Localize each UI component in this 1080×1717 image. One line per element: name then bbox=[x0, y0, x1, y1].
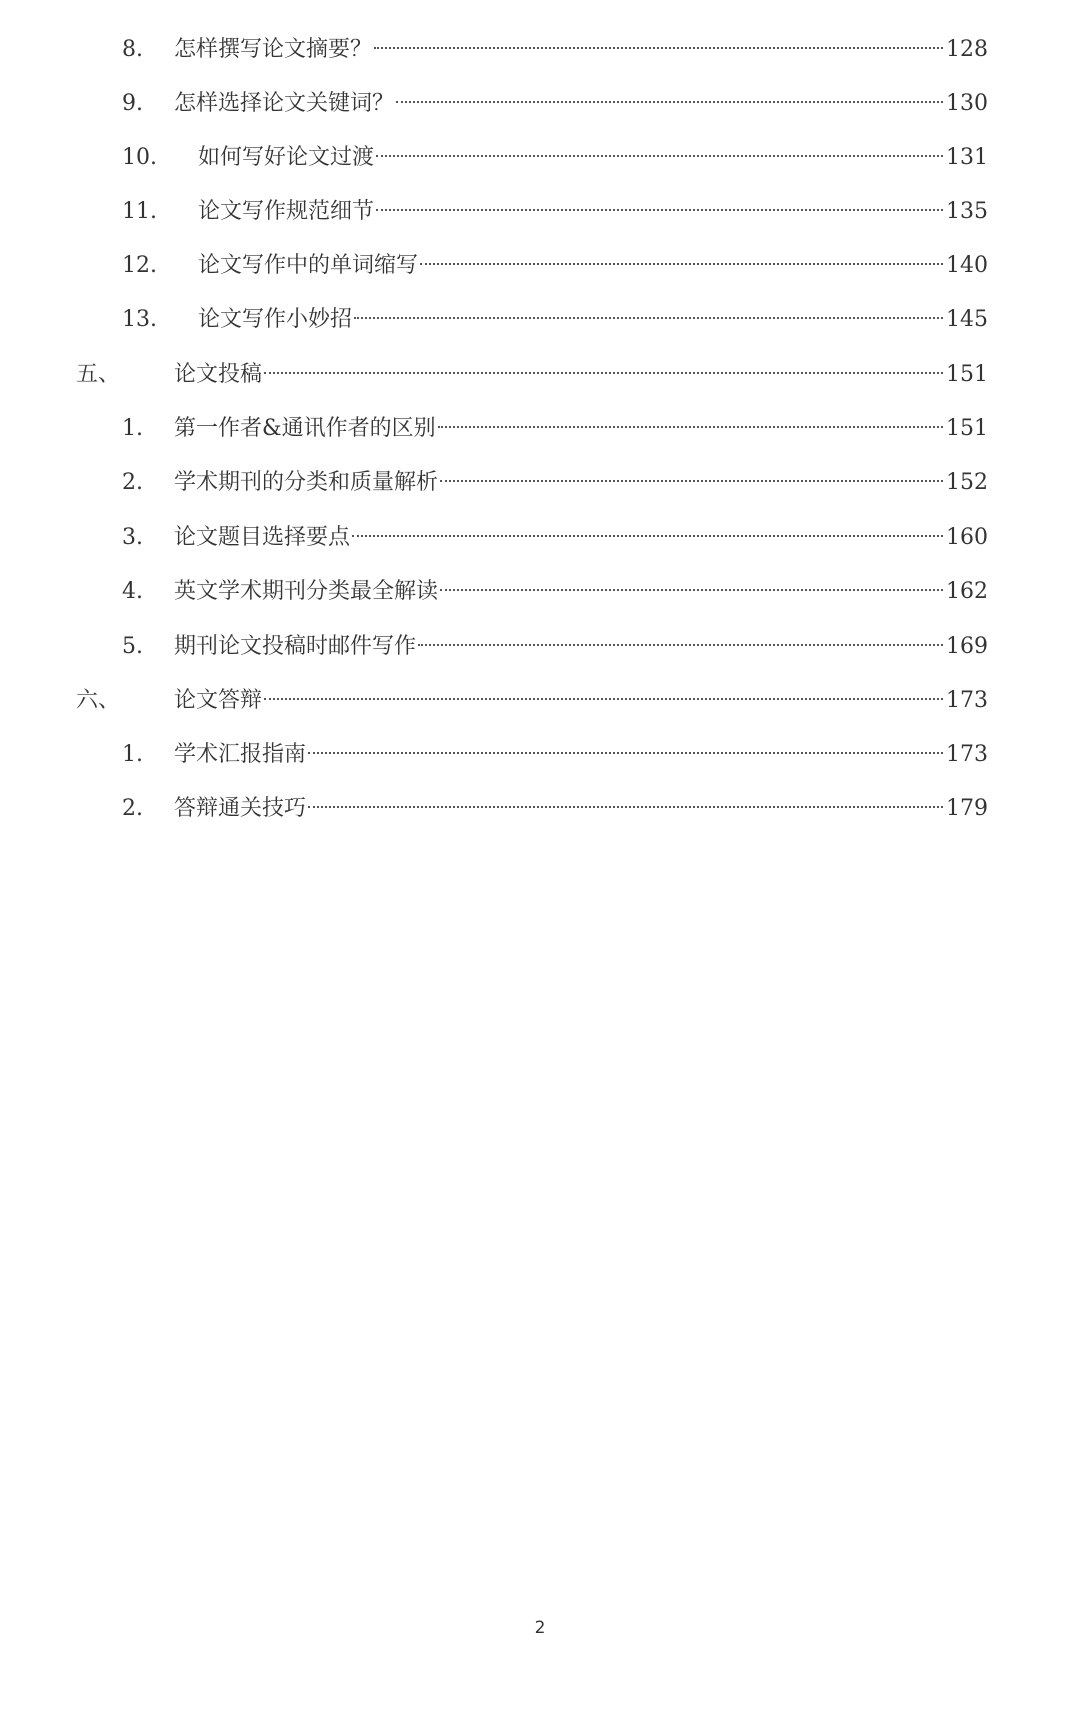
toc-entry-title: 论文写作规范细节 bbox=[198, 199, 375, 224]
toc-chapter-title: 论文答辩 bbox=[174, 688, 263, 713]
toc-dot-leader bbox=[396, 101, 943, 103]
toc-entry-number: 1. bbox=[122, 742, 143, 767]
toc-entry-page: 162 bbox=[946, 579, 988, 604]
toc-entry-number: 11. bbox=[122, 199, 157, 224]
toc-entry-number: 10. bbox=[122, 145, 157, 170]
toc-dot-leader bbox=[418, 644, 943, 646]
toc-entry[interactable] bbox=[0, 246, 1080, 286]
toc-entry-number: 8. bbox=[122, 37, 143, 62]
toc-dot-leader bbox=[308, 752, 943, 754]
toc-entry-number: 9. bbox=[122, 91, 143, 116]
toc-entry-title: 论文写作小妙招 bbox=[198, 307, 353, 332]
toc-chapter-entry[interactable] bbox=[0, 681, 1080, 721]
toc-chapter-entry[interactable] bbox=[0, 355, 1080, 395]
toc-dot-leader bbox=[440, 480, 943, 482]
toc-dot-leader bbox=[374, 47, 943, 49]
toc-entry-number: 3. bbox=[122, 525, 143, 550]
toc-entry-page: 135 bbox=[946, 199, 988, 224]
toc-entry[interactable] bbox=[0, 463, 1080, 503]
toc-entry-number: 13. bbox=[122, 307, 157, 332]
toc-entry-page: 160 bbox=[946, 525, 988, 550]
toc-entry-number: 2. bbox=[122, 796, 143, 821]
toc-entry-page: 145 bbox=[946, 307, 988, 332]
toc-entry[interactable] bbox=[0, 84, 1080, 124]
toc-chapter-number: 六、 bbox=[76, 688, 121, 713]
toc-entry-page: 173 bbox=[946, 742, 988, 767]
toc-entry-page: 140 bbox=[946, 253, 988, 278]
toc-entry-title: 英文学术期刊分类最全解读 bbox=[174, 579, 439, 604]
toc-dot-leader bbox=[308, 806, 943, 808]
toc-entry-title: 学术期刊的分类和质量解析 bbox=[174, 470, 439, 495]
toc-entry-title: 学术汇报指南 bbox=[174, 742, 307, 767]
toc-entry[interactable] bbox=[0, 409, 1080, 449]
toc-entry-page: 151 bbox=[946, 416, 988, 441]
toc-entry-title: 论文写作中的单词缩写 bbox=[198, 253, 419, 278]
toc-dot-leader bbox=[420, 263, 943, 265]
toc-entry[interactable] bbox=[0, 30, 1080, 70]
toc-entry[interactable] bbox=[0, 300, 1080, 340]
toc-entry[interactable] bbox=[0, 735, 1080, 775]
toc-dot-leader bbox=[376, 155, 943, 157]
toc-entry-title: 期刊论文投稿时邮件写作 bbox=[174, 634, 417, 659]
toc-dot-leader bbox=[354, 317, 943, 319]
toc-entry-title: 怎样撰写论文摘要？ bbox=[174, 37, 373, 62]
toc-chapter-title: 论文投稿 bbox=[174, 362, 263, 387]
page-number: 2 bbox=[534, 1618, 546, 1638]
toc-entry-number: 2. bbox=[122, 470, 143, 495]
toc-entry[interactable] bbox=[0, 627, 1080, 667]
toc-entry-page: 151 bbox=[946, 362, 988, 387]
toc-entry[interactable] bbox=[0, 138, 1080, 178]
toc-dot-leader bbox=[440, 589, 943, 591]
toc-entry-title: 第一作者&通讯作者的区别 bbox=[174, 416, 436, 441]
toc-entry-number: 5. bbox=[122, 634, 143, 659]
toc-dot-leader bbox=[376, 209, 943, 211]
toc-entry-title: 答辩通关技巧 bbox=[174, 796, 307, 821]
toc-entry-page: 152 bbox=[946, 470, 988, 495]
toc-entry-page: 169 bbox=[946, 634, 988, 659]
toc-dot-leader bbox=[264, 698, 943, 700]
toc-entry-page: 173 bbox=[946, 688, 988, 713]
toc-entry-page: 179 bbox=[946, 796, 988, 821]
toc-entry-page: 130 bbox=[946, 91, 988, 116]
toc-entry-title: 如何写好论文过渡 bbox=[198, 145, 375, 170]
toc-chapter-number: 五、 bbox=[76, 362, 121, 387]
toc-entry[interactable] bbox=[0, 572, 1080, 612]
toc-entry-number: 1. bbox=[122, 416, 143, 441]
toc-entry-number: 12. bbox=[122, 253, 157, 278]
toc-entry-page: 131 bbox=[946, 145, 988, 170]
toc-dot-leader bbox=[438, 426, 943, 428]
toc-dot-leader bbox=[352, 535, 943, 537]
toc-entry-number: 4. bbox=[122, 579, 143, 604]
toc-entry-title: 论文题目选择要点 bbox=[174, 525, 351, 550]
toc-dot-leader bbox=[264, 372, 943, 374]
toc-entry-page: 128 bbox=[946, 37, 988, 62]
toc-entry[interactable] bbox=[0, 192, 1080, 232]
toc-entry-title: 怎样选择论文关键词？ bbox=[174, 91, 395, 116]
toc-entry[interactable] bbox=[0, 789, 1080, 829]
toc-entry[interactable] bbox=[0, 518, 1080, 558]
